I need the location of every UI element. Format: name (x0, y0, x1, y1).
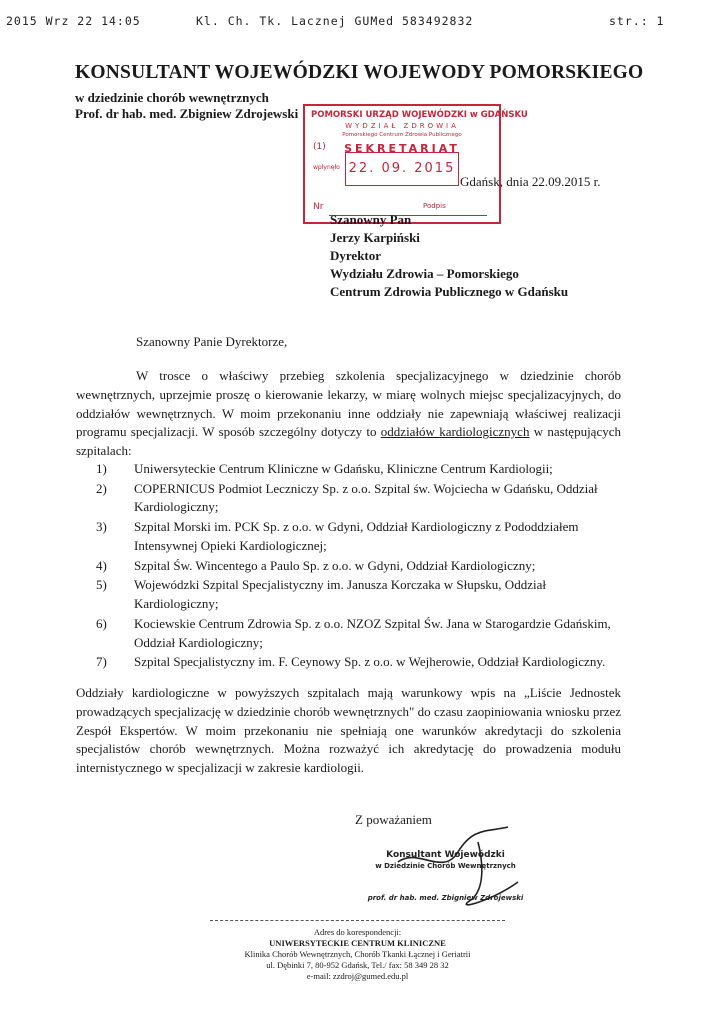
footer-clinic: Klinika Chorób Wewnętrznych, Chorób Tkanki Łącznej i Geriatrii (244, 949, 471, 959)
list-item (96, 518, 616, 556)
list-item-text: Wojewódzki Szpital Specjalistyczny im. Janusza Korczaka w Słupsku, Oddział Kardiologiczny; (134, 577, 546, 612)
list-item (96, 653, 616, 672)
conclusion-paragraph: Oddziały kardiologiczne w powyższych szpitalach mają warunkowy wpis na „Liście Jednostek prowadzących specjalizację w dziedzinie chorób wewnętrznych" do czasu zaopiniowania wniosku przez Zespół Ekspertów. W moim przekonaniu nie spełniają one warunków akredytacji do szkolenia specjalistów chorób wewnętrznych. Można rozważyć ich akredytację do prowadzenia modułu internistycznego w specjalizacji w zakresie kardiologii. (76, 685, 621, 776)
list-item (96, 460, 616, 479)
stamp-nr-label: Nr (313, 202, 324, 212)
intro-text: W trosce o właściwy przebieg szkolenia specjalizacyjnego w dziedzinie chorób wewnętrznych, uprzejmie proszę o kierowanie lekarzy, w miarę wolnych miejsc specjalizacyjnych, do oddziałów wewnętrznych. W moim przekonaniu inne oddziały nie zapewniają właściwej realizacji programu specjalizacji. W sposób szczególny dotyczy to (76, 368, 621, 440)
intro-paragraph (76, 367, 621, 461)
closing: Z poważaniem (355, 812, 432, 827)
signature-stamp-title: Konsultant Wojewódzki (386, 850, 505, 860)
hospital-list (96, 460, 616, 673)
signature-stamp-name: prof. dr hab. med. Zbigniew Zdrojewski (367, 894, 524, 902)
signature-block (358, 822, 533, 922)
footer-address: ul. Dębinki 7, 80-952 Gdańsk, Tel./ fax: 58 349 28 32 (266, 960, 449, 970)
intro-underlined: oddziałów kardiologicznych (380, 424, 530, 440)
fax-header (6, 14, 718, 32)
recipient-position: Dyrektor (330, 248, 382, 263)
list-item-number: 6) (96, 615, 107, 631)
letterhead-title: KONSULTANT WOJEWÓDZKI WOJEWODY POMORSKIEGO (75, 62, 644, 83)
fax-page: str.: 1 (609, 14, 665, 28)
list-item-number: 5) (96, 577, 107, 593)
recipient-institution: Centrum Zdrowia Publicznego w Gdańsku (330, 284, 569, 299)
list-item-number: 4) (96, 557, 107, 573)
stamp-department: WYDZIAŁ ZDROWIA (345, 122, 459, 130)
footer (200, 927, 515, 982)
handwritten-signature-icon (358, 822, 533, 922)
letter-salutation: Szanowny Panie Dyrektorze, (136, 334, 288, 349)
recipient-department: Wydziału Zdrowia – Pomorskiego (330, 266, 519, 281)
list-item (96, 480, 616, 518)
place-date: Gdańsk, dnia 22.09.2015 r. (460, 174, 601, 189)
list-item-text: Szpital Morski im. PCK Sp. z o.o. w Gdyni, Oddział Kardiologiczny z Pododdziałem Intensywnej Opieki Kardiologicznej; (134, 519, 579, 553)
list-item (96, 557, 616, 576)
footer-email: e-mail: zzdroj@gumed.edu.pl (306, 971, 409, 981)
signature-stamp-field: w Dziedzinie Chorób Wewnętrznych (375, 862, 516, 870)
stamp-received-date: 22. 09. 2015 (345, 152, 459, 186)
list-item-number: 1) (96, 461, 107, 476)
list-item-number: 3) (96, 519, 107, 535)
list-item-text: Szpital Św. Wincentego a Paulo Sp. z o.o. w Gdyni, Oddział Kardiologiczny; (134, 557, 536, 573)
fax-sender: Kl. Ch. Tk. Lacznej GUMed 583492832 (196, 14, 474, 28)
recipient-name: Jerzy Karpiński (330, 230, 420, 245)
letterhead-author: Prof. dr hab. med. Zbigniew Zdrojewski (75, 106, 299, 121)
stamp-signature-label: Podpis (423, 202, 446, 210)
footer-institution: UNIWERSYTECKIE CENTRUM KLINICZNE (269, 938, 446, 948)
list-item-text: Kociewskie Centrum Zdrowia Sp. z o.o. NZOZ Szpital Św. Jana w Starogardzie Gdańskim, Oddział Kardiologiczny; (134, 615, 611, 650)
list-item-number: 7) (96, 654, 107, 670)
list-item (96, 576, 616, 614)
list-item-text: Szpital Specjalistyczny im. F. Ceynowy Sp. z o.o. w Wejherowie, Oddział Kardiologiczny. (134, 654, 606, 670)
footer-divider (210, 920, 505, 921)
list-item (96, 615, 616, 653)
letterhead-subtitle: w dziedzinie chorób wewnętrznych (75, 90, 269, 105)
footer-label: Adres do korespondencji: (313, 927, 402, 937)
stamp-office: SEKRETARIAT (344, 142, 460, 155)
stamp-unit: Pomorskiego Centrum Zdrowia Publicznego (342, 132, 462, 138)
list-item-number: 2) (96, 480, 107, 496)
list-item-text: COPERNICUS Podmiot Leczniczy Sp. z o.o. Szpital św. Wojciecha w Gdańsku, Oddział Kardiologiczny; (134, 480, 598, 515)
intro-tail: w następujących szpitalach: (76, 424, 621, 459)
receipt-stamp (303, 104, 528, 224)
stamp-number: (1) (313, 142, 326, 152)
stamp-received-label: wpłynęło (313, 164, 340, 171)
list-item-text: Uniwersyteckie Centrum Kliniczne w Gdańsku, Kliniczne Centrum Kardiologii; (134, 461, 553, 476)
stamp-institution: POMORSKI URZĄD WOJEWÓDZKI w GDAŃSKU (311, 110, 528, 120)
fax-datetime: 2015 Wrz 22 14:05 (6, 14, 141, 28)
recipient-salutation: Szanowny Pan (330, 212, 412, 227)
